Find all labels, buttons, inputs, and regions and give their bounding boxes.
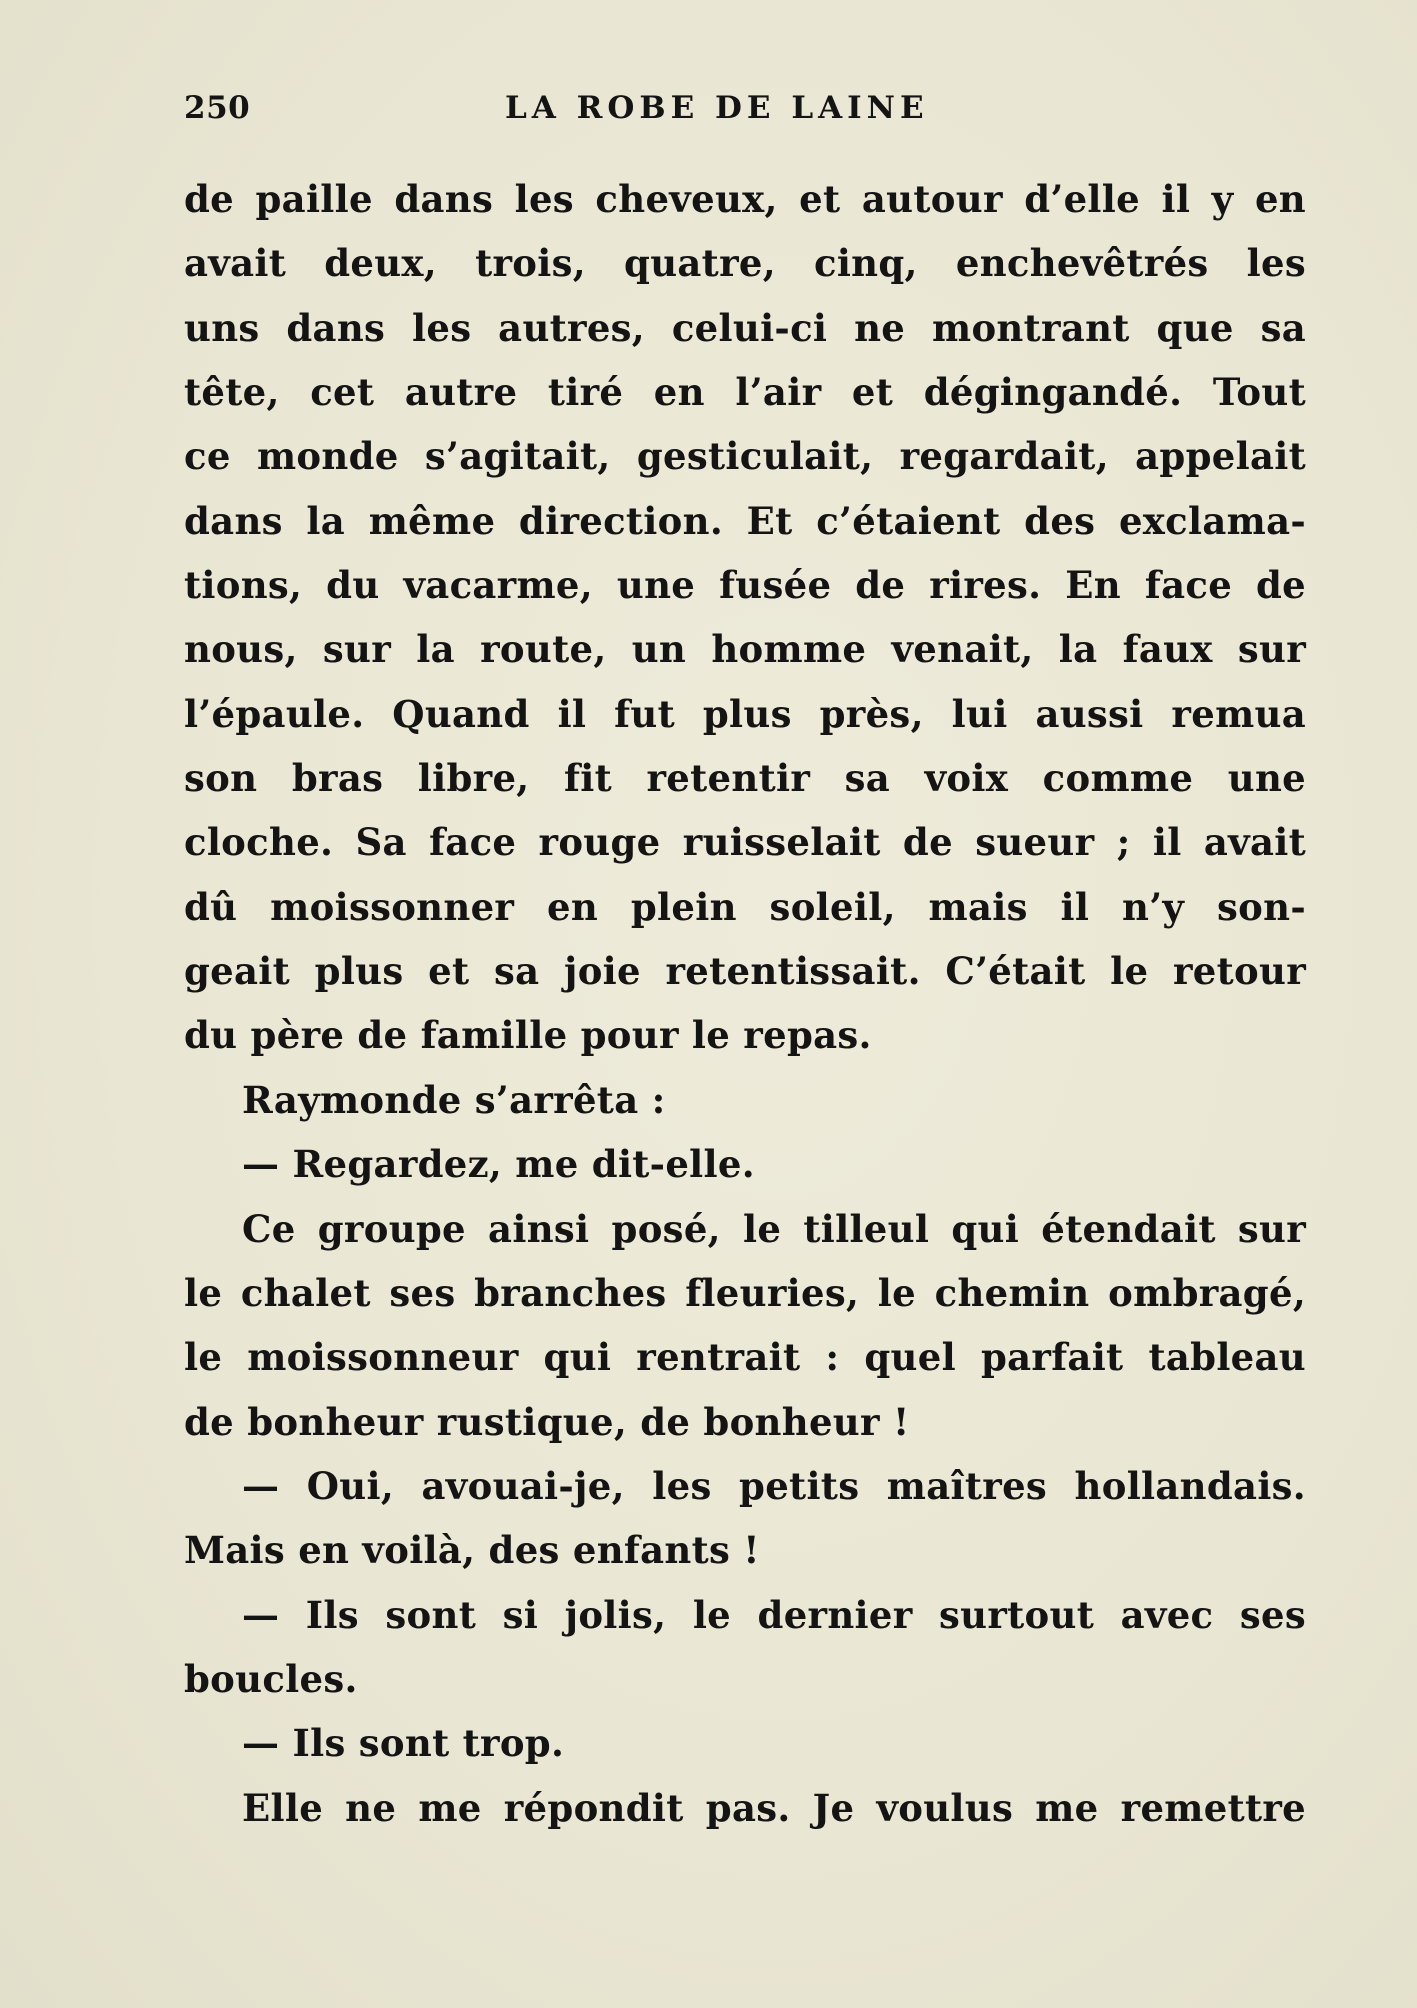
text-line: Raymonde s’arrêta : (242, 1077, 666, 1122)
text-line: dans la même direction. Et c’étaient des exclama- (184, 498, 1306, 543)
body-text (184, 167, 1306, 1840)
running-title: LA ROBE DE LAINE (505, 90, 929, 126)
running-head (184, 90, 1304, 140)
text-line: son bras libre, fit retentir sa voix comme une (184, 756, 1306, 801)
text-line: — Ils sont trop. (242, 1721, 565, 1766)
text-line: le moissonneur qui rentrait : quel parfait tableau (184, 1335, 1306, 1380)
text-line: tions, du vacarme, une fusée de rires. En face de (184, 563, 1306, 608)
text-line: ce monde s’agitait, gesticulait, regardait, appelait (184, 434, 1306, 479)
text-line: l’épaule. Quand il fut plus près, lui aussi remua (184, 691, 1306, 736)
text-line: le chalet ses branches fleuries, le chemin ombragé, (184, 1270, 1306, 1315)
text-line: de paille dans les cheveux, et autour d’elle il y en (184, 177, 1306, 221)
text-line: de bonheur rustique, de bonheur ! (184, 1399, 910, 1444)
text-line: cloche. Sa face rouge ruisselait de sueur ; il avait (184, 820, 1306, 865)
text-line: du père de famille pour le repas. (184, 1013, 872, 1058)
text-line: tête, cet autre tiré en l’air et dégingandé. Tout (184, 370, 1306, 415)
text-line: dû moissonner en plein soleil, mais il n’y son- (184, 884, 1306, 929)
text-line: avait deux, trois, quatre, cinq, enchevêtrés les (184, 241, 1306, 286)
text-line: Mais en voilà, des enfants ! (184, 1528, 760, 1573)
page-number: 250 (184, 90, 251, 126)
text-line: boucles. (184, 1656, 358, 1701)
text-line: uns dans les autres, celui-ci ne montrant que sa (184, 305, 1306, 350)
text-line: — Ils sont si jolis, le dernier surtout avec ses (242, 1592, 1306, 1637)
text-line: geait plus et sa joie retentissait. C’était le retour (184, 949, 1306, 994)
text-line: Ce groupe ainsi posé, le tilleul qui étendait sur (242, 1206, 1306, 1251)
text-line: — Oui, avouai-je, les petits maîtres hollandais. (242, 1463, 1306, 1508)
text-line: — Regardez, me dit-elle. (242, 1142, 755, 1187)
text-line: nous, sur la route, un homme venait, la faux sur (184, 627, 1306, 672)
text-line: Elle ne me répondit pas. Je voulus me remettre (242, 1785, 1306, 1830)
